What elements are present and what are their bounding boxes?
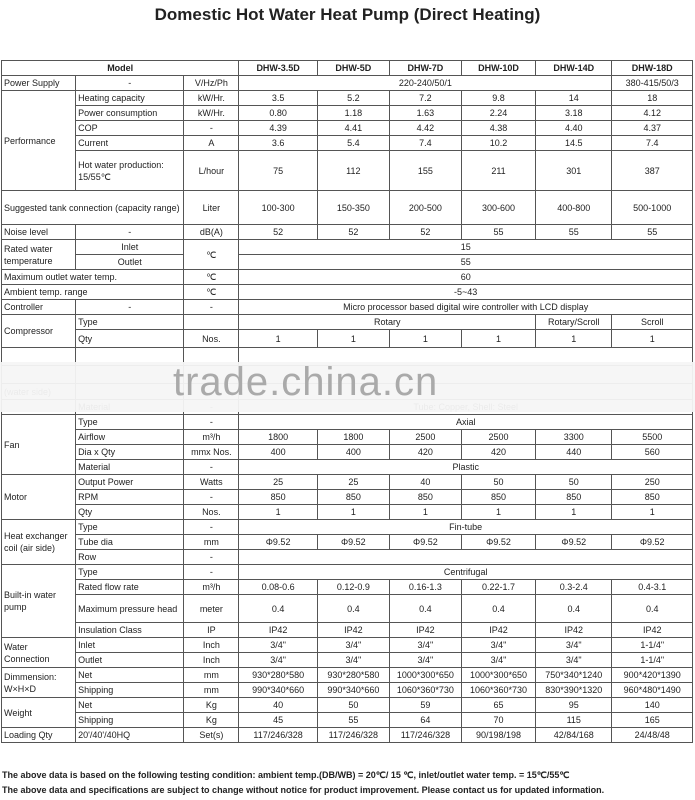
table-cell: Net: [76, 668, 184, 683]
merged-value-cell: Fin-tube: [239, 520, 693, 535]
value-cell: 25: [239, 475, 317, 490]
value-cell: 0.22-1.7: [461, 580, 535, 595]
value-cell: 2500: [389, 430, 461, 445]
value-cell: 2.24: [461, 106, 535, 121]
value-cell: 40: [239, 698, 317, 713]
table-cell: Nos.: [184, 505, 239, 520]
table-cell: IP: [184, 623, 239, 638]
value-cell: 70: [461, 713, 535, 728]
value-cell: 55: [461, 225, 535, 240]
value-cell: Φ9.52: [536, 535, 612, 550]
value-cell: 200-500: [389, 191, 461, 225]
table-cell: -: [184, 121, 239, 136]
page-title: Domestic Hot Water Heat Pump (Direct Heating): [154, 5, 541, 24]
table-cell: Hot water production: 15/55℃: [76, 151, 184, 191]
value-cell: 3/4": [239, 653, 317, 668]
table-row: [2, 121, 693, 136]
table-cell: ℃: [184, 270, 239, 285]
table-cell: L/hour: [184, 151, 239, 191]
table-cell: Qty: [76, 330, 184, 348]
table-cell: Shipping: [76, 713, 184, 728]
table-cell: Kg: [184, 713, 239, 728]
table-row: [2, 565, 693, 580]
table-cell: Qty: [76, 505, 184, 520]
model-header: DHW-18D: [612, 61, 693, 76]
value-cell: 50: [461, 475, 535, 490]
value-cell: 3.6: [239, 136, 317, 151]
value-cell: Φ9.52: [461, 535, 535, 550]
value-cell: 95: [536, 698, 612, 713]
value-cell: 65: [461, 698, 535, 713]
value-cell: 52: [389, 225, 461, 240]
table-row: [2, 668, 693, 683]
footnote-test-condition: The above data is based on the following testing condition: ambient temp.(DB/WB) = 20℃/ 15 ℃, inlet/outlet water temp. = 15℃/55℃: [2, 770, 570, 780]
table-cell: Power consumption: [76, 106, 184, 121]
value-cell: 1-1/4": [612, 638, 693, 653]
row-label: Ambient temp. range: [2, 285, 184, 300]
table-cell: Rotary/Scroll: [536, 315, 612, 330]
value-cell: 850: [317, 490, 389, 505]
value-cell: 850: [536, 490, 612, 505]
value-cell: 420: [389, 445, 461, 460]
table-cell: Rotary: [239, 315, 536, 330]
table-row: [2, 475, 693, 490]
row-label: Suggested tank connection (capacity range): [2, 191, 184, 225]
table-row: [2, 550, 693, 565]
value-cell: 14: [536, 91, 612, 106]
footnote-disclaimer: The above data and specifications are subject to change without notice for product improvement. Please contact us for updated information.: [2, 785, 605, 795]
value-cell: IP42: [239, 623, 317, 638]
value-cell: 850: [239, 490, 317, 505]
table-cell: Material: [76, 460, 184, 475]
merged-value-cell: Centrifugal: [239, 565, 693, 580]
row-label: Compressor: [2, 315, 76, 348]
table-row: [2, 683, 693, 698]
table-row: [2, 595, 693, 623]
value-cell: 0.08-0.6: [239, 580, 317, 595]
value-cell: 24/48/48: [612, 728, 693, 743]
value-cell: IP42: [461, 623, 535, 638]
table-cell: mm: [184, 535, 239, 550]
value-cell: 5.4: [317, 136, 389, 151]
table-row: [2, 191, 693, 225]
table-cell: dB(A): [184, 225, 239, 240]
table-row: [2, 430, 693, 445]
table-cell: Nos.: [184, 330, 239, 348]
table-cell: m³/h: [184, 430, 239, 445]
table-cell: Current: [76, 136, 184, 151]
table-row: [2, 535, 693, 550]
value-cell: IP42: [389, 623, 461, 638]
table-cell: Inch: [184, 653, 239, 668]
table-cell: [239, 550, 693, 565]
watermark: trade.china.cn: [173, 360, 439, 404]
table-cell: Scroll: [612, 315, 693, 330]
value-cell: 387: [612, 151, 693, 191]
table-row: [2, 240, 693, 255]
table-cell: Maximum pressure head: [76, 595, 184, 623]
table-cell: -: [76, 76, 184, 91]
value-cell: 9.8: [461, 91, 535, 106]
value-cell: 3/4": [389, 653, 461, 668]
merged-value-cell: 15: [239, 240, 693, 255]
table-cell: -: [184, 520, 239, 535]
value-cell: 1: [461, 505, 535, 520]
table-row: [2, 225, 693, 240]
row-label: Loading Qty: [2, 728, 76, 743]
table-cell: Liter: [184, 191, 239, 225]
table-cell: kW/Hr.: [184, 106, 239, 121]
row-label: Noise level: [2, 225, 76, 240]
value-cell: 0.4: [536, 595, 612, 623]
value-cell: 117/246/328: [317, 728, 389, 743]
table-cell: ℃: [184, 285, 239, 300]
value-cell: 850: [461, 490, 535, 505]
value-cell: 1.18: [317, 106, 389, 121]
row-label: Controller: [2, 300, 76, 315]
table-cell: V/Hz/Ph: [184, 76, 239, 91]
table-cell: -: [184, 565, 239, 580]
value-cell: 0.4: [389, 595, 461, 623]
value-cell: 900*420*1390: [612, 668, 693, 683]
value-cell: 3/4": [317, 653, 389, 668]
table-cell: Dia x Qty: [76, 445, 184, 460]
table-row: [2, 415, 693, 430]
value-cell: 90/198/198: [461, 728, 535, 743]
value-cell: 850: [612, 490, 693, 505]
table-cell: Row: [76, 550, 184, 565]
table-cell: Type: [76, 565, 184, 580]
value-cell: 830*390*1320: [536, 683, 612, 698]
table-cell: 380-415/50/3: [612, 76, 693, 91]
value-cell: 0.12-0.9: [317, 580, 389, 595]
table-cell: Tube dia: [76, 535, 184, 550]
value-cell: 0.3-2.4: [536, 580, 612, 595]
value-cell: 4.39: [239, 121, 317, 136]
value-cell: 1060*360*730: [461, 683, 535, 698]
row-label: Built-in water pump: [2, 565, 76, 638]
merged-value-cell: Plastic: [239, 460, 693, 475]
table-row: [2, 490, 693, 505]
table-cell: A: [184, 136, 239, 151]
model-header: DHW-7D: [389, 61, 461, 76]
value-cell: 112: [317, 151, 389, 191]
table-row: [2, 698, 693, 713]
value-cell: 1: [389, 505, 461, 520]
value-cell: 117/246/328: [389, 728, 461, 743]
table-row: [2, 460, 693, 475]
value-cell: 0.4-3.1: [612, 580, 693, 595]
table-cell: COP: [76, 121, 184, 136]
value-cell: Φ9.52: [239, 535, 317, 550]
value-cell: 1800: [317, 430, 389, 445]
row-label: Fan: [2, 415, 76, 475]
value-cell: 59: [389, 698, 461, 713]
table-cell: Inch: [184, 638, 239, 653]
table-cell: Type: [76, 315, 184, 330]
value-cell: 155: [389, 151, 461, 191]
value-cell: 1: [317, 505, 389, 520]
value-cell: 1: [536, 505, 612, 520]
table-row: [2, 136, 693, 151]
table-cell: Set(s): [184, 728, 239, 743]
table-cell: 220-240/50/1: [239, 76, 612, 91]
row-label: Water Connection: [2, 638, 76, 668]
value-cell: 211: [461, 151, 535, 191]
value-cell: 1000*300*650: [461, 668, 535, 683]
value-cell: 1: [239, 505, 317, 520]
table-row: [2, 106, 693, 121]
table-row: [2, 520, 693, 535]
table-cell: RPM: [76, 490, 184, 505]
table-cell: Shipping: [76, 683, 184, 698]
table-row: [2, 623, 693, 638]
value-cell: 1060*360*730: [389, 683, 461, 698]
value-cell: IP42: [317, 623, 389, 638]
merged-value-cell: 60: [239, 270, 693, 285]
value-cell: 3.18: [536, 106, 612, 121]
table-cell: Outlet: [76, 255, 184, 270]
value-cell: 5500: [612, 430, 693, 445]
table-row: [2, 505, 693, 520]
table-cell: mm: [184, 683, 239, 698]
table-cell: kW/Hr.: [184, 91, 239, 106]
value-cell: 750*340*1240: [536, 668, 612, 683]
table-row: [2, 653, 693, 668]
table-row: [2, 330, 693, 348]
value-cell: 4.40: [536, 121, 612, 136]
value-cell: 10.2: [461, 136, 535, 151]
row-label: Rated water temperature: [2, 240, 76, 270]
value-cell: 18: [612, 91, 693, 106]
value-cell: 400: [239, 445, 317, 460]
value-cell: 52: [317, 225, 389, 240]
row-label: Maximum outlet water temp.: [2, 270, 184, 285]
table-row: [2, 76, 693, 91]
value-cell: 7.4: [389, 136, 461, 151]
table-row: [2, 713, 693, 728]
value-cell: 4.12: [612, 106, 693, 121]
table-cell: Type: [76, 415, 184, 430]
value-cell: 45: [239, 713, 317, 728]
value-cell: 0.4: [317, 595, 389, 623]
row-label: Motor: [2, 475, 76, 520]
table-cell: Rated flow rate: [76, 580, 184, 595]
value-cell: 1: [612, 330, 693, 348]
row-label: Power Supply: [2, 76, 76, 91]
table-cell: Type: [76, 520, 184, 535]
value-cell: 0.80: [239, 106, 317, 121]
value-cell: 40: [389, 475, 461, 490]
value-cell: 100-300: [239, 191, 317, 225]
merged-value-cell: -5~43: [239, 285, 693, 300]
value-cell: 0.4: [612, 595, 693, 623]
value-cell: 140: [612, 698, 693, 713]
table-row: [2, 445, 693, 460]
value-cell: 420: [461, 445, 535, 460]
table-cell: -: [184, 415, 239, 430]
model-label: Model: [2, 61, 239, 76]
table-row: [2, 151, 693, 191]
table-row: [2, 728, 693, 743]
value-cell: Φ9.52: [317, 535, 389, 550]
value-cell: 4.42: [389, 121, 461, 136]
table-cell: Output Power: [76, 475, 184, 490]
value-cell: 990*340*660: [317, 683, 389, 698]
value-cell: 1: [536, 330, 612, 348]
value-cell: 1800: [239, 430, 317, 445]
value-cell: 1: [317, 330, 389, 348]
value-cell: 3/4": [239, 638, 317, 653]
row-label: Weight: [2, 698, 76, 728]
row-label: Heat exchanger coil (air side): [2, 520, 76, 565]
table-row: [2, 270, 693, 285]
footnotes: [2, 768, 694, 798]
value-cell: 50: [536, 475, 612, 490]
value-cell: 930*280*580: [239, 668, 317, 683]
row-label: Dimmension: W×H×D: [2, 668, 76, 698]
value-cell: 165: [612, 713, 693, 728]
table-cell: mmx Nos.: [184, 445, 239, 460]
table-row: [2, 255, 693, 270]
value-cell: 440: [536, 445, 612, 460]
value-cell: 5.2: [317, 91, 389, 106]
value-cell: 75: [239, 151, 317, 191]
value-cell: Φ9.52: [389, 535, 461, 550]
value-cell: 0.4: [461, 595, 535, 623]
model-header: DHW-5D: [317, 61, 389, 76]
value-cell: 500-1000: [612, 191, 693, 225]
table-cell: 20'/40'/40HQ: [76, 728, 184, 743]
value-cell: 1: [389, 330, 461, 348]
value-cell: 55: [536, 225, 612, 240]
value-cell: 850: [389, 490, 461, 505]
value-cell: 1000*300*650: [389, 668, 461, 683]
value-cell: 1: [612, 505, 693, 520]
value-cell: 55: [317, 713, 389, 728]
table-cell: Inlet: [76, 240, 184, 255]
value-cell: 3.5: [239, 91, 317, 106]
value-cell: 14.5: [536, 136, 612, 151]
value-cell: 1: [461, 330, 535, 348]
value-cell: 400-800: [536, 191, 612, 225]
value-cell: 0.16-1.3: [389, 580, 461, 595]
table-row: [2, 300, 693, 315]
value-cell: 50: [317, 698, 389, 713]
value-cell: 400: [317, 445, 389, 460]
value-cell: IP42: [536, 623, 612, 638]
table-cell: Outlet: [76, 653, 184, 668]
table-cell: Kg: [184, 698, 239, 713]
value-cell: 7.2: [389, 91, 461, 106]
value-cell: 1.63: [389, 106, 461, 121]
table-row: [2, 285, 693, 300]
table-cell: Net: [76, 698, 184, 713]
merged-value-cell: Axial: [239, 415, 693, 430]
value-cell: 115: [536, 713, 612, 728]
table-cell: -: [184, 550, 239, 565]
value-cell: 150-350: [317, 191, 389, 225]
table-cell: -: [184, 460, 239, 475]
value-cell: 3300: [536, 430, 612, 445]
value-cell: 990*340*660: [239, 683, 317, 698]
header-row: [2, 61, 693, 76]
value-cell: 4.37: [612, 121, 693, 136]
table-row: [2, 638, 693, 653]
model-header: DHW-3.5D: [239, 61, 317, 76]
value-cell: 55: [612, 225, 693, 240]
table-cell: -: [76, 300, 184, 315]
table-cell: -: [76, 225, 184, 240]
model-header: DHW-14D: [536, 61, 612, 76]
table-cell: Heating capacity: [76, 91, 184, 106]
table-row: [2, 315, 693, 330]
table-cell: ℃: [184, 240, 239, 270]
value-cell: 560: [612, 445, 693, 460]
table-cell: [184, 315, 239, 330]
value-cell: 1: [239, 330, 317, 348]
table-row: [2, 91, 693, 106]
value-cell: 3/4": [317, 638, 389, 653]
table-cell: Insulation Class: [76, 623, 184, 638]
value-cell: 300-600: [461, 191, 535, 225]
table-cell: Inlet: [76, 638, 184, 653]
value-cell: 25: [317, 475, 389, 490]
table-row: [2, 580, 693, 595]
value-cell: 42/84/168: [536, 728, 612, 743]
table-cell: Watts: [184, 475, 239, 490]
value-cell: 3/4": [389, 638, 461, 653]
row-label: Performance: [2, 91, 76, 191]
merged-value-cell: 55: [239, 255, 693, 270]
value-cell: 3/4": [461, 638, 535, 653]
value-cell: 960*480*1490: [612, 683, 693, 698]
value-cell: 7.4: [612, 136, 693, 151]
value-cell: 4.38: [461, 121, 535, 136]
table-cell: mm: [184, 668, 239, 683]
table-cell: meter: [184, 595, 239, 623]
model-header: DHW-10D: [461, 61, 535, 76]
value-cell: 117/246/328: [239, 728, 317, 743]
merged-value-cell: Micro processor based digital wire controller with LCD display: [239, 300, 693, 315]
value-cell: 64: [389, 713, 461, 728]
table-cell: -: [184, 490, 239, 505]
table-cell: Airflow: [76, 430, 184, 445]
value-cell: 2500: [461, 430, 535, 445]
table-cell: m³/h: [184, 580, 239, 595]
value-cell: 0.4: [239, 595, 317, 623]
value-cell: 3/4": [536, 653, 612, 668]
value-cell: 301: [536, 151, 612, 191]
value-cell: 3/4": [536, 638, 612, 653]
value-cell: 250: [612, 475, 693, 490]
value-cell: 1-1/4": [612, 653, 693, 668]
value-cell: IP42: [612, 623, 693, 638]
table-cell: -: [184, 300, 239, 315]
value-cell: 52: [239, 225, 317, 240]
value-cell: Φ9.52: [612, 535, 693, 550]
value-cell: 3/4": [461, 653, 535, 668]
value-cell: 4.41: [317, 121, 389, 136]
value-cell: 930*280*580: [317, 668, 389, 683]
